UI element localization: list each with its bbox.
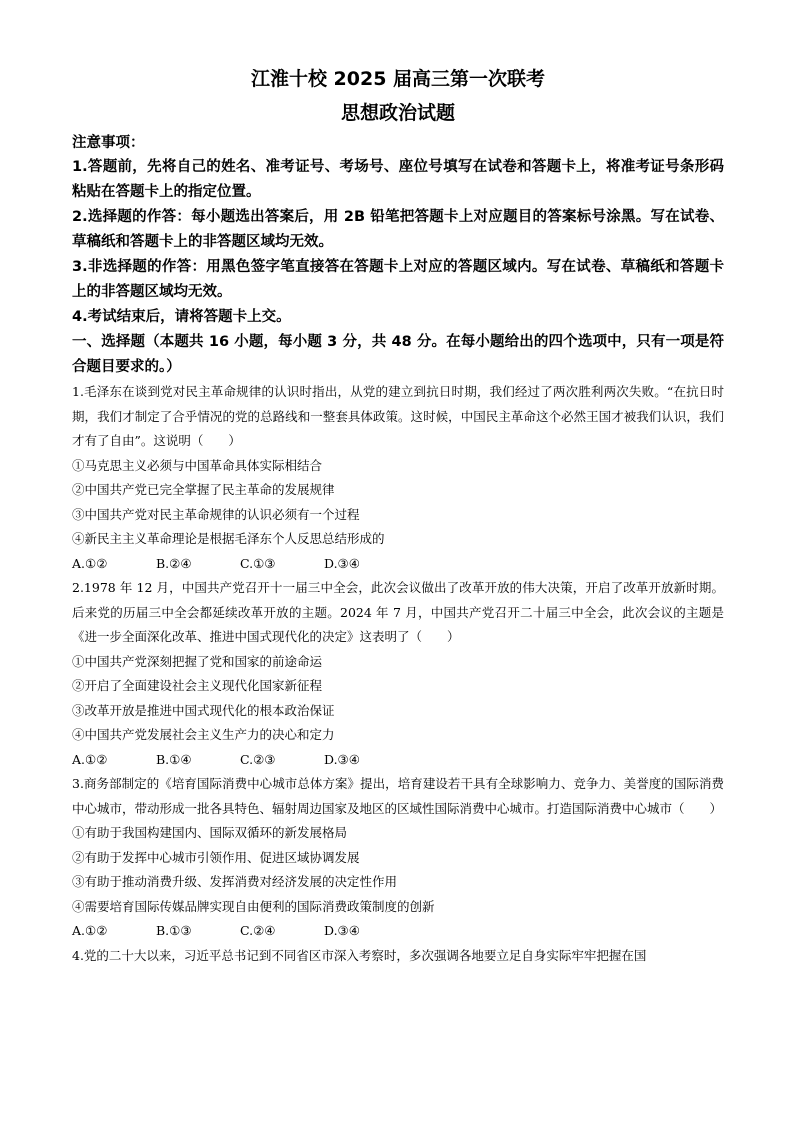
question-1 xyxy=(72,380,724,576)
question-stem: 3.商务部制定的《培育国际消费中心城市总体方案》提出，培育建设若干具有全球影响力、竞争力、美誉度的国际消费中心城市，带动形成一批各具特色、辐射周边国家及地区的区域性国际消费中心城市。打造国际消费中心城市（ ） xyxy=(72,776,724,816)
question-4 xyxy=(72,944,724,969)
exam-title: 江淮十校 2025 届高三第一次联考 xyxy=(250,68,546,90)
notice-heading: 注意事项： xyxy=(72,135,145,151)
question-2 xyxy=(72,576,724,772)
choice-b: B.①④ xyxy=(156,751,192,767)
section-heading: 一、选择题（本题共 16 小题，每小题 3 分，共 48 分。在每小题给出的四个选项中，只有一项是符合题目要求的。） xyxy=(72,334,724,375)
notice-item: 2.选择题的作答：每小题选出答案后，用 2B 铅笔把答题卡上对应题目的答案标号涂黑。写在试卷、草稿纸和答题卡上的非答题区域均无效。 xyxy=(72,209,724,250)
question-option: ④需要培育国际传媒品牌实现自由便利的国际消费政策制度的创新 xyxy=(72,898,435,914)
choice-c: C.②③ xyxy=(240,751,276,767)
question-option: ②有助于发挥中心城市引领作用、促进区域协调发展 xyxy=(72,849,360,865)
choice-b: B.②④ xyxy=(156,555,192,571)
choice-a: A.①② xyxy=(72,923,108,938)
question-option: ①有助于我国构建国内、国际双循环的新发展格局 xyxy=(72,825,348,840)
notice-item: 3.非选择题的作答：用黑色签字笔直接答在答题卡上对应的答题区域内。写在试卷、草稿纸和答题卡上的非答题区域均无效。 xyxy=(72,259,724,300)
choice-d: D.③④ xyxy=(324,923,360,938)
answer-choices xyxy=(72,552,724,577)
question-option: ①马克思主义必须与中国革命具体实际相结合 xyxy=(72,457,323,473)
choice-d: D.③④ xyxy=(324,555,360,571)
question-stem: 4.党的二十大以来，习近平总书记到不同省区市深入考察时，多次强调各地要立足自身实际牢牢把握在国 xyxy=(72,947,647,963)
answer-choices xyxy=(72,919,724,944)
answer-choices xyxy=(72,748,724,773)
question-stem: 1.毛泽东在谈到党对民主革命规律的认识时指出，从党的建立到抗日时期，我们经过了两次胜利两次失败。“在抗日时期，我们才制定了合乎情况的党的总路线和一整套具体政策。这时候，中国民主革命这个必然王国才被我们认识，我们才有了自由”。这说明（ ） xyxy=(72,384,724,448)
choice-a: A.①② xyxy=(72,555,108,571)
question-option: ①中国共产党深刻把握了党和国家的前途命运 xyxy=(72,653,323,669)
question-option: ③改革开放是推进中国式现代化的根本政治保证 xyxy=(72,702,335,718)
notice-item: 1.答题前，先将自己的姓名、准考证号、考场号、座位号填写在试卷和答题卡上，将准考证号条形码粘贴在答题卡上的指定位置。 xyxy=(72,159,724,200)
question-option: ④新民主主义革命理论是根据毛泽东个人反思总结形成的 xyxy=(72,531,385,546)
question-option: ②中国共产党已完全掌握了民主革命的发展规律 xyxy=(72,482,335,497)
exam-page xyxy=(72,62,724,968)
question-stem: 2.1978 年 12 月，中国共产党召开十一届三中全会，此次会议做出了改革开放的伟大决策，开启了改革开放新时期。后来党的历届三中全会都延续改革开放的主题。2024 年 7 月，中国共产党召开二十届三中全会，此次会议的主题是《进一步全面深化改革、推进中国式现代化的决定》这表明了（ ） xyxy=(72,580,724,644)
choice-c: C.①③ xyxy=(240,555,276,571)
question-option: ②开启了全面建设社会主义现代化国家新征程 xyxy=(72,678,323,693)
notice-item: 4.考试结束后，请将答题卡上交。 xyxy=(72,309,291,325)
choice-c: C.②④ xyxy=(240,923,276,938)
choice-a: A.①② xyxy=(72,751,108,767)
choice-d: D.③④ xyxy=(324,751,360,767)
exam-subtitle: 思想政治试题 xyxy=(340,102,455,124)
question-option: ④中国共产党发展社会主义生产力的决心和定力 xyxy=(72,727,335,742)
choice-b: B.①③ xyxy=(156,923,192,938)
question-option: ③有助于推动消费升级、发挥消费对经济发展的决定性作用 xyxy=(72,874,398,889)
question-option: ③中国共产党对民主革命规律的认识必须有一个过程 xyxy=(72,506,360,522)
question-3 xyxy=(72,772,724,944)
